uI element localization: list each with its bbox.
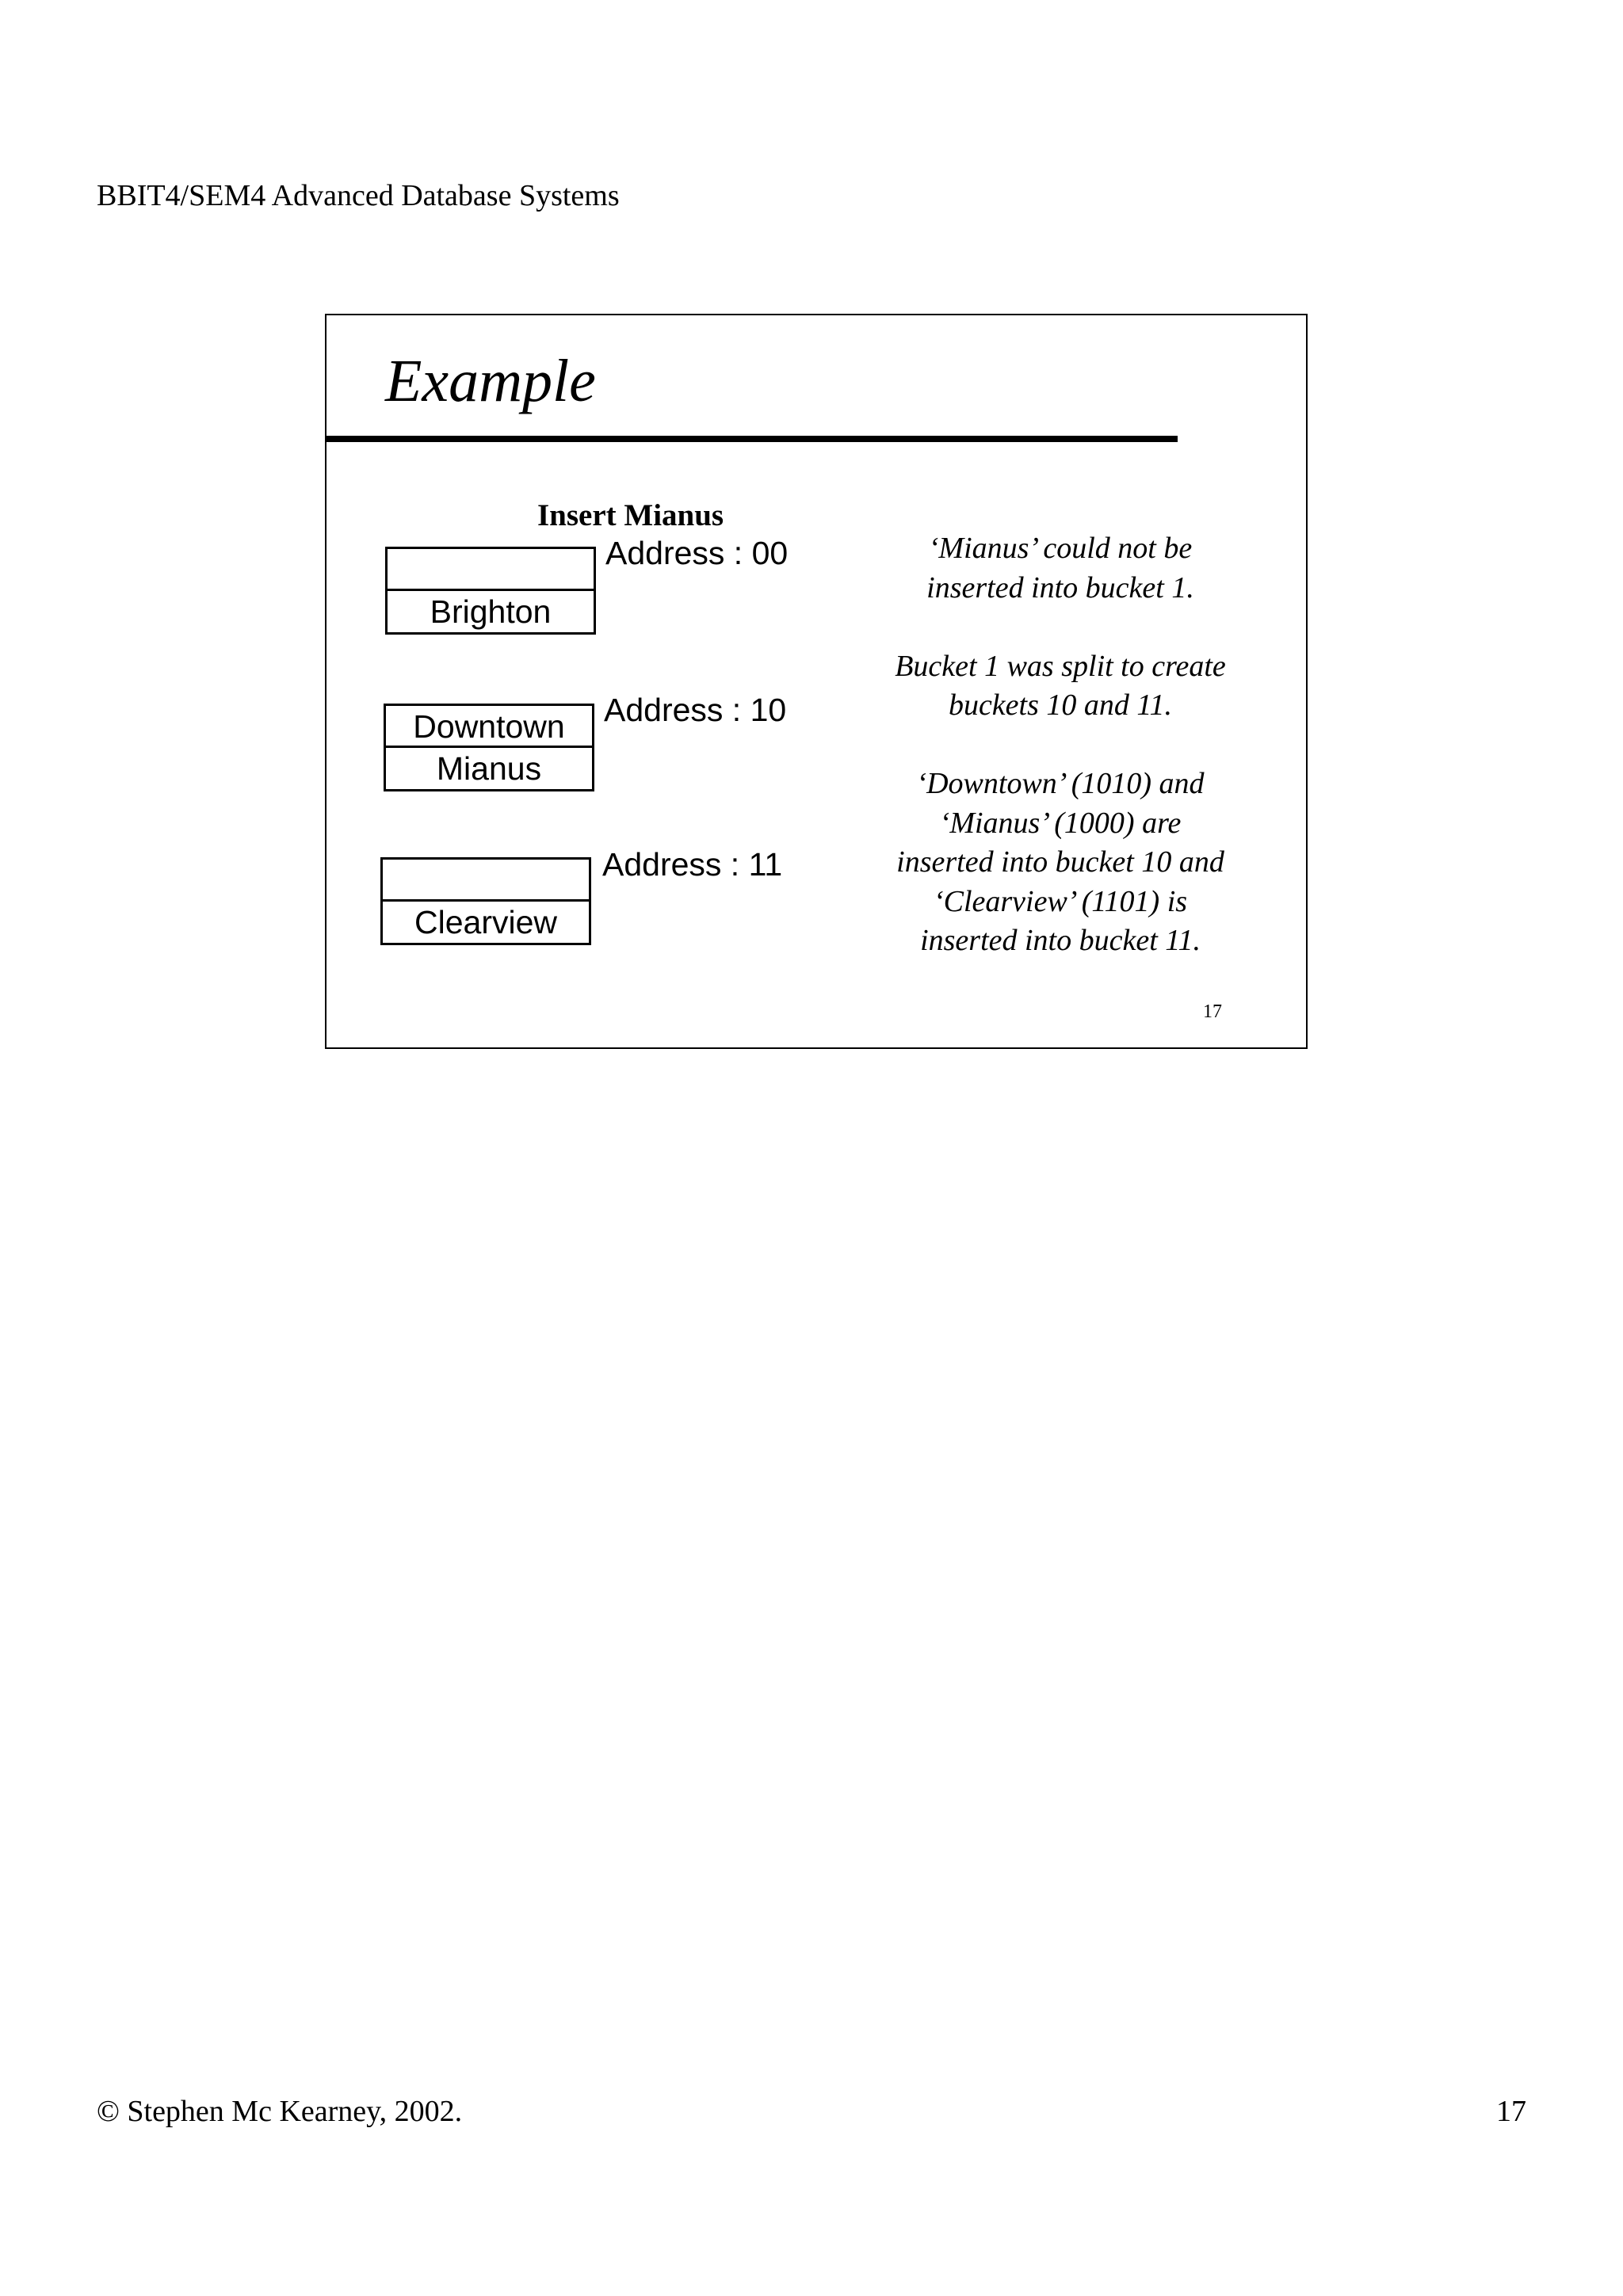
footer-copyright: © Stephen Mc Kearney, 2002. xyxy=(97,2095,463,2128)
title-underline xyxy=(327,436,1178,442)
note-line: inserted into bucket 10 and xyxy=(896,845,1224,879)
note-line: ‘Mianus’ could not be xyxy=(928,532,1193,565)
note-paragraph xyxy=(846,529,1274,608)
bucket-slot: Clearview xyxy=(414,903,557,940)
page-header: BBIT4/SEM4 Advanced Database Systems xyxy=(97,179,620,212)
note-line: buckets 10 and 11. xyxy=(948,688,1173,722)
bucket-00 xyxy=(385,547,596,635)
note-line: ‘Mianus’ (1000) are xyxy=(939,806,1182,840)
bucket-address: Address : 11 xyxy=(602,846,783,883)
bucket-slot xyxy=(383,860,589,902)
note-paragraph xyxy=(846,765,1274,961)
bucket-address: Address : 00 xyxy=(605,535,789,571)
slide-frame xyxy=(325,314,1308,1049)
bucket-slot: Mianus xyxy=(436,749,542,787)
bucket-slot: Brighton xyxy=(430,593,552,630)
note-line: inserted into bucket 11. xyxy=(920,924,1201,957)
bucket-slot xyxy=(388,549,594,591)
slide-number: 17 xyxy=(1203,1001,1222,1022)
footer-page-number: 17 xyxy=(1496,2095,1526,2128)
explanation-notes xyxy=(846,529,1274,961)
note-paragraph xyxy=(846,647,1274,726)
insert-label: Insert Mianus xyxy=(537,498,724,532)
note-line: ‘Downtown’ (1010) and xyxy=(916,767,1205,800)
slide-title: Example xyxy=(385,348,596,414)
bucket-11 xyxy=(380,857,591,945)
bucket-address: Address : 10 xyxy=(604,692,787,728)
note-line: inserted into bucket 1. xyxy=(926,570,1194,605)
note-line: ‘Clearview’ (1101) is xyxy=(933,884,1188,918)
bucket-slot: Downtown xyxy=(386,706,592,748)
bucket-10 xyxy=(384,704,594,791)
note-line: Bucket 1 was split to create xyxy=(895,649,1226,683)
